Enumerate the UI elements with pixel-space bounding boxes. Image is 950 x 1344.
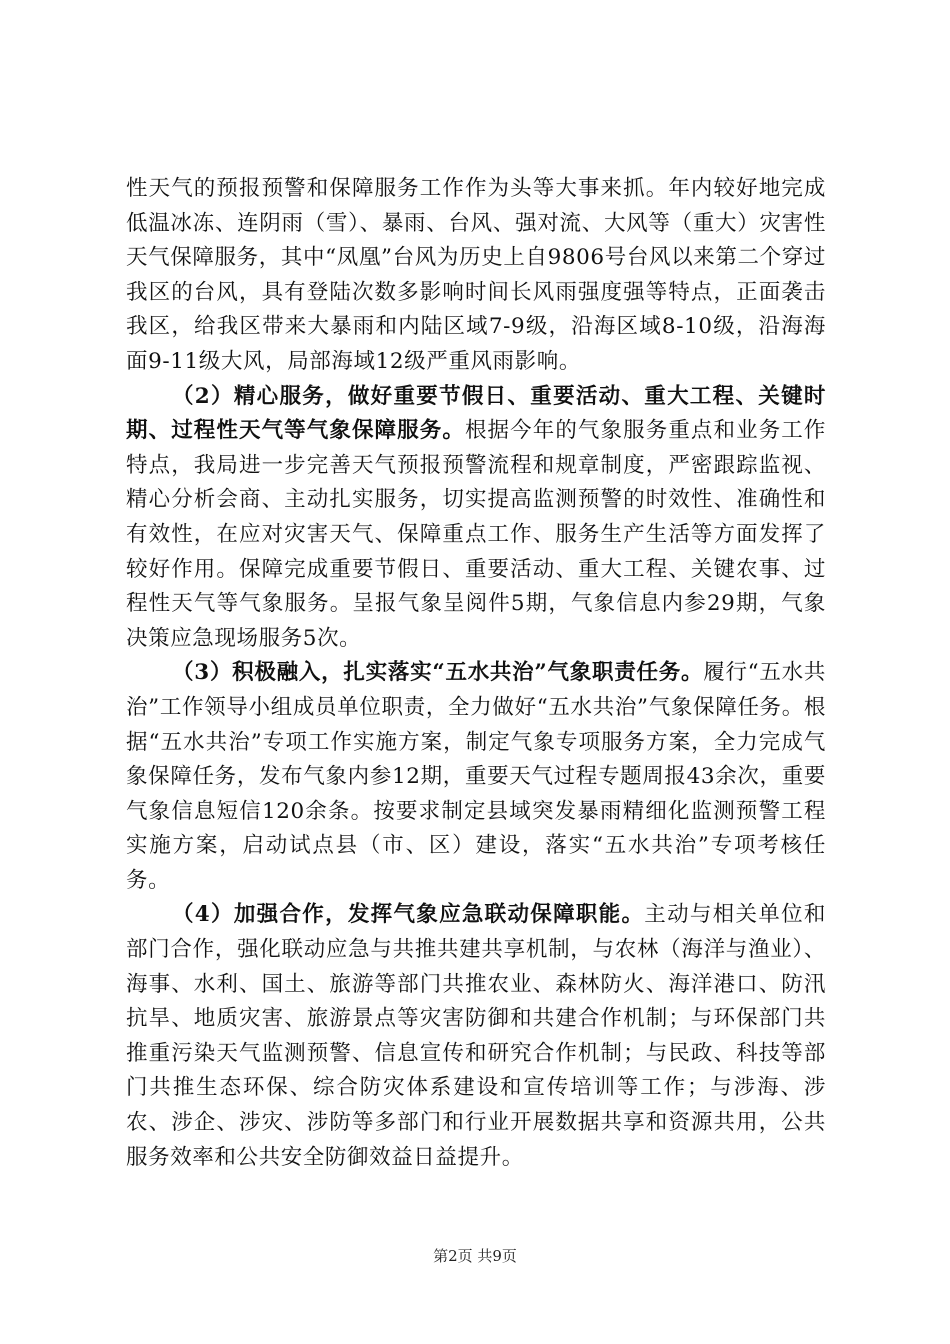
paragraph-heading: （4）加强合作，发挥气象应急联动保障职能。 bbox=[172, 902, 645, 928]
paragraph-heading: （3）积极融入，扎实落实“五水共治”气象职责任务。 bbox=[172, 660, 704, 686]
paragraph-4 bbox=[126, 898, 826, 1175]
paragraph-3 bbox=[126, 656, 826, 898]
paragraph-text: 性天气的预报预警和保障服务工作作为头等大事来抓。年内较好地完成低温冰冻、连阴雨（雪）、暴雨、台风、强对流、大风等（重大）灾害性天气保障服务，其中“凤凰”台风为历史上自9806号台风以来第二个穿过我区的台风，具有登陆次数多影响时间长风雨强度强等特点，正面袭击我区，给我区带来大暴雨和内陆区域7-9级，沿海区域8-10级，沿海海面9-11级大风，局部海域12级严重风雨影响。 bbox=[126, 176, 826, 374]
paragraph-text: 履行“五水共治”工作领导小组成员单位职责，全力做好“五水共治”气象保障任务。根据“五水共治”专项工作实施方案，制定气象专项服务方案，全力完成气象保障任务，发布气象内参12期，重要天气过程专题周报43余次，重要气象信息短信120余条。按要求制定县域突发暴雨精细化监测预警工程实施方案，启动试点县（市、区）建设，落实“五水共治”专项考核任务。 bbox=[126, 660, 826, 893]
paragraph-2 bbox=[126, 380, 826, 657]
page-number-label: 第2页 共9页 bbox=[433, 1247, 517, 1265]
paragraph-text: 主动与相关单位和部门合作，强化联动应急与共推共建共享机制，与农林（海洋与渔业）、海事、水利、国土、旅游等部门共推农业、森林防火、海洋港口、防汛抗旱、地质灾害、旅游景点等灾害防御和共建合作机制；与环保部门共推重污染天气监测预警、信息宣传和研究合作机制；与民政、科技等部门共推生态环保、综合防灾体系建设和宣传培训等工作；与涉海、涉农、涉企、涉灾、涉防等多部门和行业开展数据共享和资源共用，公共服务效率和公共安全防御效益日益提升。 bbox=[126, 902, 826, 1170]
paragraph-text: 根据今年的气象服务重点和业务工作特点，我局进一步完善天气预报预警流程和规章制度，严密跟踪监视、精心分析会商、主动扎实服务，切实提高监测预警的时效性、准确性和有效性，在应对灾害天气、保障重点工作、服务生产生活等方面发挥了较好作用。保障完成重要节假日、重要活动、重大工程、关键农事、过程性天气等气象服务。呈报气象呈阅件5期，气象信息内参29期，气象决策应急现场服务5次。 bbox=[126, 418, 826, 651]
paragraph-continuation bbox=[126, 172, 826, 380]
paragraph-heading: （2）精心服务，做好重要节假日、重要活动、重大工程、关键时期、过程性天气等气象保障服务。 bbox=[126, 383, 826, 444]
page-footer bbox=[0, 1245, 950, 1266]
document-body bbox=[126, 172, 826, 1175]
